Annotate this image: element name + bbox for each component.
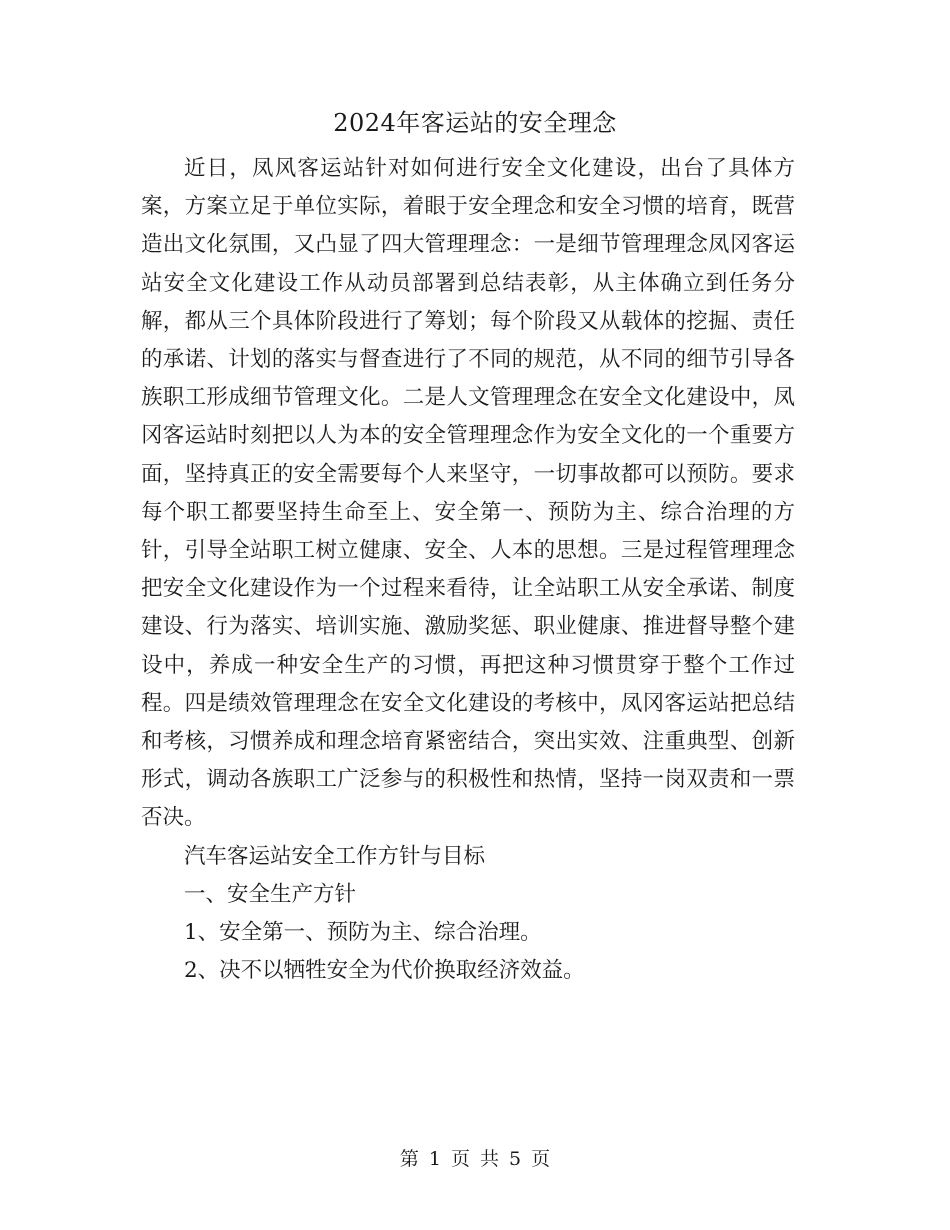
list-item: 2、决不以牺牲安全为代价换取经济效益。 — [184, 958, 585, 984]
list-item: 1、安全第一、预防为主、综合治理。 — [184, 920, 542, 946]
body-paragraph: 近日，凤风客运站针对如何进行安全文化建设，出台了具体方案，方案立足于单位实际，着眼于安全理念和安全习惯的培育，既营造出文化氛围，又凸显了四大管理理念：一是细节管理理念凤冈客运站安全文化建设工作从动员部署到总结表彰，从主体确立到任务分解，都从三个具体阶段进行了筹划；每个阶段又从载体的挖掘、责任的承诺、计划的落实与督查进行了不同的规范，从不同的细节引导各族职工形成细节管理文化。二是人文管理理念在安全文化建设中，凤冈客运站时刻把以人为本的安全管理理念作为安全文化的一个重要方面，坚持真正的安全需要每个人来坚守，一切事故都可以预防。要求每个职工都要坚持生命至上、安全第一、预防为主、综合治理的方针，引导全站职工树立健康、安全、人本的思想。三是过程管理理念把安全文化建设作为一个过程来看待，让全站职工从安全承诺、制度建设、行为落实、培训实施、激励奖惩、职业健康、推进督导整个建设中，养成一种安全生产的习惯，再把这种习惯贯穿于整个工作过程。四是绩效管理理念在安全文化建设的考核中，凤冈客运站把总结和考核，习惯养成和理念培育紧密结合，突出实效、注重典型、创新形式，调动各族职工广泛参与的积极性和热情，坚持一岗双责和一票否决。 — [141, 156, 795, 831]
document-title: 2024年客运站的安全理念 — [333, 109, 617, 137]
document-body — [141, 150, 795, 990]
subsection-heading: 一、安全生产方针 — [184, 881, 357, 907]
section-heading: 汽车客运站安全工作方针与目标 — [184, 843, 486, 869]
page-number-footer: 第 1 页 共 5 页 — [399, 1148, 551, 1170]
